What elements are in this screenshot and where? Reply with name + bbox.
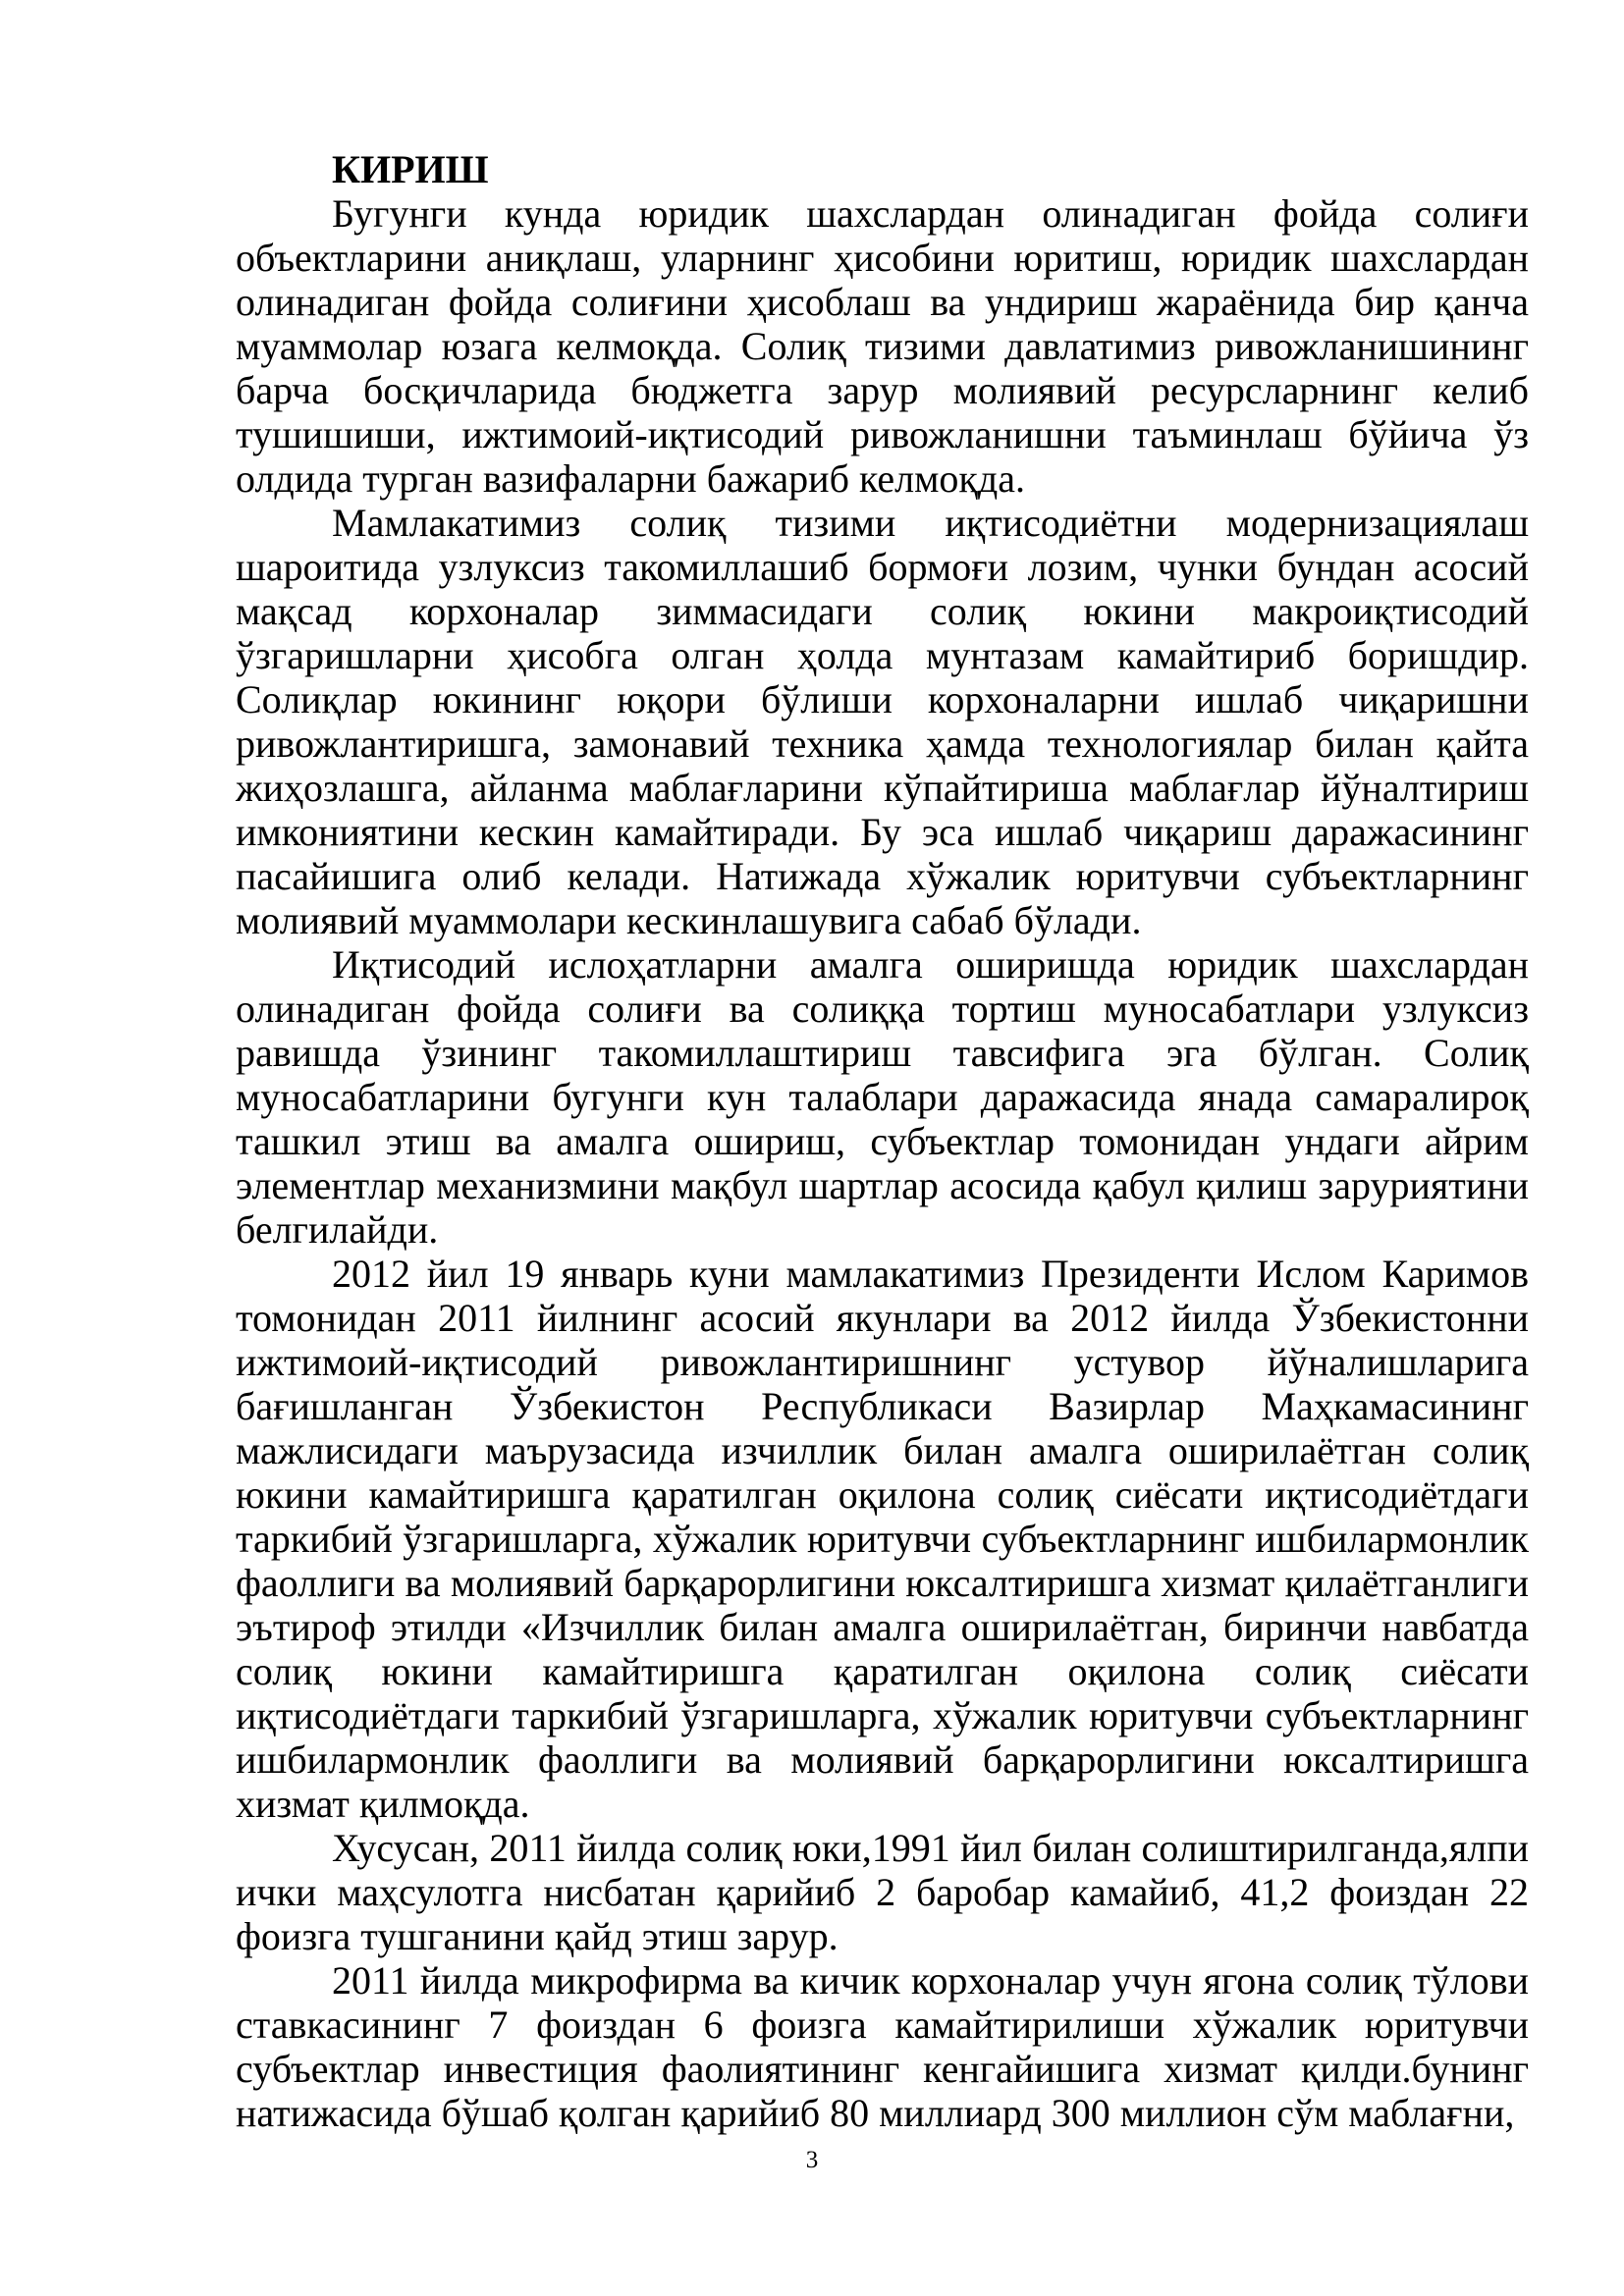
paragraph: Хусусан, 2011 йилда солиқ юки,1991 йил билан солиштирилганда,ялпи ички маҳсулотга нисбатан қарийиб 2 баробар камайиб, 41,2 фоиздан 22 фоизга тушганини қайд этиш зарур. — [236, 1826, 1529, 1958]
paragraph: 2012 йил 19 январь куни мамлакатимиз Президенти Ислом Каримов томонидан 2011 йилнинг асосий якунлари ва 2012 йилда Ўзбекистонни ижтимоий-иқтисодий ривожлантиришнинг устувор йўналишларига бағишланган Ўзбекистон Республикаси Вазирлар Маҳкамасининг мажлисидаги маърузасида изчиллик билан амалга оширилаётган солиқ юкини камайтиришга қаратилган оқилона солиқ сиёсати иқтисодиётдаги таркибий ўзгаришларга, хўжалик юритувчи субъектларнинг ишбилармонлик фаоллиги ва молиявий барқарорлигини юксалтиришга хизмат қилаётганлиги эътироф этилди «Изчиллик билан амалга оширилаётган, биринчи навбатда солиқ юкини камайтиришга қаратилган оқилона солиқ сиёсати иқтисодиётдаги таркибий ўзгаришларга, хўжалик юритувчи субъектларнинг ишбилармонлик фаоллиги ва молиявий барқарорлигини юксалтиришга хизмат қилмоқда. — [236, 1252, 1529, 1826]
paragraph: Иқтисодий ислоҳатларни амалга оширишда юридик шахслардан олинадиган фойда солиғи ва солиққа тортиш муносабатлари узлуксиз равишда ўзининг такомиллаштириш тавсифига эга бўлган. Солиқ муносабатларини бугунги кун талаблари даражасида янада самаралироқ ташкил этиш ва амалга ошириш, субъектлар томонидан ундаги айрим элементлар механизмини мақбул шартлар асосида қабул қилиш заруриятини белгилайди. — [236, 942, 1529, 1252]
document-page — [236, 147, 1529, 2135]
paragraph: Бугунги кунда юридик шахслардан олинадиган фойда солиғи объектларини аниқлаш, уларнинг ҳисобини юритиш, юридик шахслардан олинадиган фойда солиғини ҳисоблаш ва ундириш жараёнида бир қанча муаммолар юзага келмоқда. Солиқ тизими давлатимиз ривожланишининг барча босқичларида бюджетга зарур молиявий ресурсларнинг келиб тушишиши, ижтимоий-иқтисодий ривожланишни таъминлаш бўйича ўз олдида турган вазифаларни бажариб келмоқда. — [236, 191, 1529, 501]
paragraph: Мамлакатимиз солиқ тизими иқтисодиётни модернизациялаш шароитида узлуксиз такомиллашиб бормоғи лозим, чунки бундан асосий мақсад корхоналар зиммасидаги солиқ юкини макроиқтисодий ўзгаришларни ҳисобга олган ҳолда мунтазам камайтириб боришдир. Солиқлар юкининг юқори бўлиши корхоналарни ишлаб чиқаришни ривожлантиришга, замонавий техника ҳамда технологиялар билан қайта жиҳозлашга, айланма маблағларини кўпайтириша маблағлар йўналтириш имкониятини кескин камайтиради. Бу эса ишлаб чиқариш даражасининг пасайишига олиб келади. Натижада хўжалик юритувчи субъектларнинг молиявий муаммолари кескинлашувига сабаб бўлади. — [236, 501, 1529, 942]
section-heading: КИРИШ — [332, 147, 489, 191]
page-number: 3 — [805, 2147, 819, 2173]
paragraph: 2011 йилда микрофирма ва кичик корхоналар учун ягона солиқ тўлови ставкасининг 7 фоиздан 6 фоизга камайтирилиши хўжалик юритувчи субъектлар инвестиция фаолиятининг кенгайишига хизмат қилди.бунинг натижасида бўшаб қолган қарийиб 80 миллиард 300 миллион сўм маблағни, — [236, 1958, 1529, 2135]
